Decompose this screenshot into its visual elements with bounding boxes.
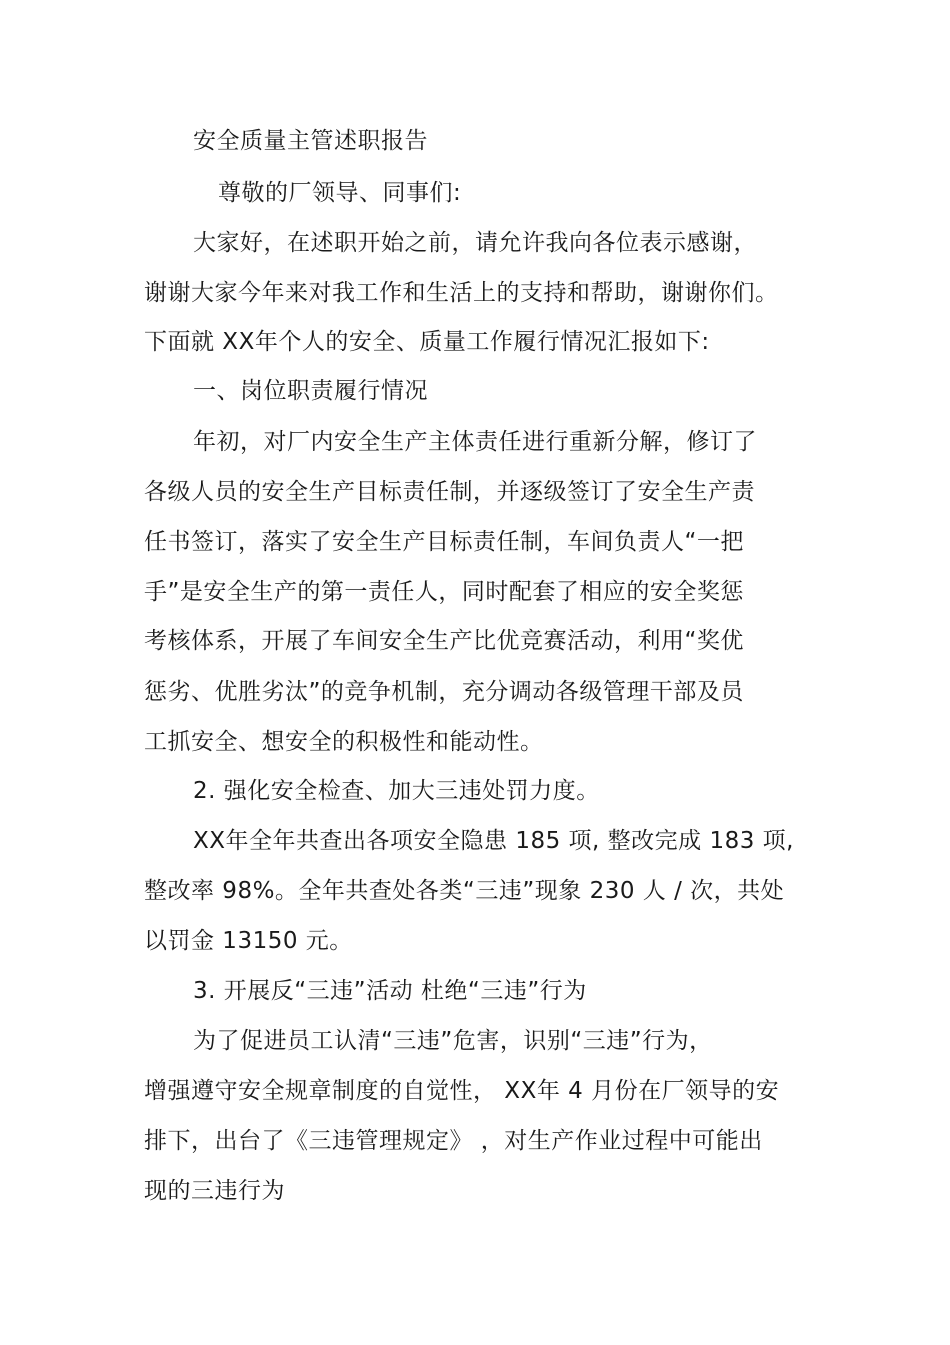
paragraph-line: 惩劣、优胜劣汰”的竞争机制，充分调动各级管理干部及员 [144,679,744,705]
section-heading: 3. 开展反“三违”活动 杜绝“三违”行为 [193,978,587,1004]
paragraph-line: 为了促进员工认清“三违”危害，识别“三违”行为， [193,1028,713,1054]
paragraph-line: 谢谢大家今年来对我工作和生活上的支持和帮助，谢谢你们。 [144,280,779,306]
paragraph-line: XX年全年共查出各项安全隐患 185 项, 整改完成 183 项, [193,828,794,854]
section-heading: 一、岗位职责履行情况 [193,378,428,404]
paragraph-line: 各级人员的安全生产目标责任制，并逐级签订了安全生产责 [144,479,755,505]
paragraph-line: 大家好，在述职开始之前，请允许我向各位表示感谢， [193,230,757,256]
paragraph-line: 下面就 XX年个人的安全、质量工作履行情况汇报如下: [144,329,710,355]
paragraph-line: 增强遵守安全规章制度的自觉性， XX年 4 月份在厂领导的安 [144,1078,780,1104]
paragraph-line: 以罚金 13150 元。 [144,928,353,954]
paragraph-line: 排下，出台了《三违管理规定》 ，对生产作业过程中可能出 [144,1128,763,1154]
paragraph-line: 年初，对厂内安全生产主体责任进行重新分解，修订了 [193,429,757,455]
document-title: 安全质量主管述职报告 [193,128,428,154]
salutation: 尊敬的厂领导、同事们: [218,180,462,206]
paragraph-line: 手”是安全生产的第一责任人，同时配套了相应的安全奖惩 [144,579,744,605]
paragraph-line: 考核体系，开展了车间安全生产比优竞赛活动，利用“奖优 [144,628,744,654]
paragraph-line: 工抓安全、想安全的积极性和能动性。 [144,729,544,755]
section-heading: 2. 强化安全检查、加大三违处罚力度。 [193,778,600,804]
paragraph-line: 任书签订，落实了安全生产目标责任制，车间负责人“一把 [144,529,744,555]
paragraph-line: 现的三违行为 [144,1178,285,1204]
paragraph-line: 整改率 98%。全年共查处各类“三违”现象 230 人 / 次，共处 [144,878,785,904]
